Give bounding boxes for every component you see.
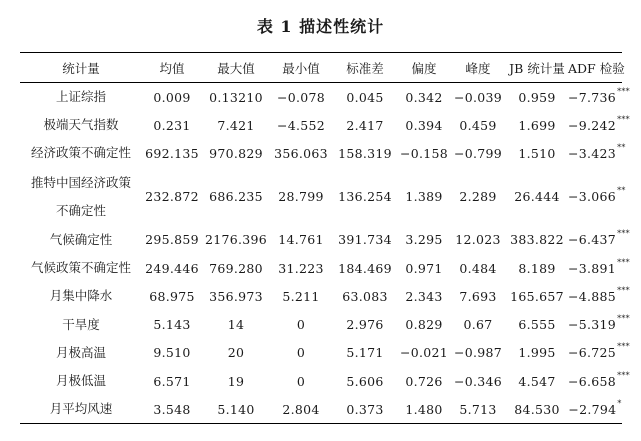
column-header: 最大值 [217, 60, 255, 76]
max-cell: 2176.396 [204, 232, 268, 248]
min-cell: 2.804 [282, 401, 320, 417]
variable-name-cell [20, 83, 142, 112]
skew-cell: 3.295 [405, 232, 443, 248]
kurt-cell: −0.799 [453, 145, 503, 161]
table-caption: 表 1 描述性统计 [256, 17, 385, 36]
jb-cell: 0.959 [518, 89, 556, 105]
std-cell: 2.976 [346, 317, 384, 333]
mean-cell: 0.231 [153, 117, 191, 133]
variable-name-line: 气候政策不确定性 [30, 260, 131, 276]
max-cell: 769.280 [209, 260, 263, 276]
jb-cell: 165.657 [510, 288, 564, 304]
variable-name-line: 月极高温 [55, 344, 106, 360]
descriptive-statistics-table [20, 52, 630, 424]
variable-name-cell [20, 111, 142, 139]
table-row [20, 282, 622, 310]
mean-cell: 295.859 [145, 232, 199, 248]
variable-name-line: 气候确定性 [49, 231, 113, 247]
adf-cell [568, 226, 630, 254]
variable-name-cell [20, 310, 142, 338]
std-cell: 63.083 [342, 288, 388, 304]
jb-cell: 6.555 [518, 317, 556, 333]
table-row [20, 83, 622, 112]
mean-cell: 0.009 [153, 89, 191, 105]
adf-cell [568, 83, 630, 112]
mean-cell: 6.571 [153, 373, 191, 389]
column-header: JB 统计量 [509, 60, 565, 76]
jb-cell: 4.547 [518, 373, 556, 389]
max-cell: 7.421 [217, 117, 255, 133]
std-cell: 158.319 [338, 145, 392, 161]
table-body [20, 83, 630, 424]
min-cell: −0.078 [276, 89, 326, 105]
skew-cell: 0.971 [405, 260, 443, 276]
kurt-cell: 12.023 [455, 232, 501, 248]
kurt-cell: 0.459 [459, 117, 497, 133]
adf-cell [568, 395, 622, 424]
adf-cell [568, 111, 630, 139]
column-header: ADF 检验 [568, 60, 625, 76]
table-row [20, 367, 622, 395]
significance-stars: ** [617, 186, 626, 196]
significance-stars: *** [617, 342, 630, 352]
adf-value: −6.725 [568, 345, 617, 361]
significance-stars: *** [617, 229, 630, 239]
kurt-cell: −0.039 [453, 89, 503, 105]
std-cell: 391.734 [338, 232, 392, 248]
adf-value: −6.658 [568, 373, 617, 389]
column-header: 最小值 [282, 60, 320, 76]
adf-cell [568, 339, 630, 367]
variable-name-cell [20, 168, 142, 226]
variable-name-line: 极端天气指数 [43, 117, 119, 133]
variable-name-line: 上证综指 [55, 89, 106, 104]
adf-value: −2.794 [568, 401, 617, 417]
skew-cell: −0.158 [399, 145, 449, 161]
significance-stars: * [617, 398, 622, 408]
variable-name-line: 月极低温 [55, 373, 106, 389]
table-row [20, 111, 622, 139]
variable-name-line: 干旱度 [62, 316, 100, 332]
mean-cell: 249.446 [145, 260, 199, 276]
significance-stars: *** [617, 370, 630, 380]
table-row [20, 310, 622, 338]
jb-cell: 26.444 [514, 189, 560, 205]
max-cell: 970.829 [209, 145, 263, 161]
jb-cell: 1.699 [518, 117, 556, 133]
skew-cell: 1.389 [405, 189, 443, 205]
column-header: 偏度 [411, 60, 437, 76]
variable-name-line: 经济政策不确定性 [30, 145, 131, 161]
std-cell: 2.417 [346, 117, 384, 133]
skew-cell: 0.342 [405, 89, 443, 105]
std-cell: 0.045 [346, 89, 384, 105]
jb-cell: 84.530 [514, 401, 560, 417]
variable-name-cell [20, 339, 142, 367]
variable-name-cell [20, 254, 142, 282]
max-cell: 686.235 [209, 189, 263, 205]
adf-cell [568, 310, 630, 338]
jb-cell: 1.995 [518, 345, 556, 361]
adf-value: −3.066 [568, 189, 617, 205]
adf-cell [568, 168, 626, 226]
table-row [20, 254, 622, 282]
variable-name-line: 推特中国经济政策 [30, 174, 131, 190]
column-header: 峰度 [465, 60, 491, 76]
max-cell: 5.140 [217, 401, 255, 417]
jb-cell: 383.822 [510, 232, 564, 248]
max-cell: 19 [227, 373, 245, 389]
variable-name-line: 不确定性 [55, 202, 106, 218]
kurt-cell: −0.987 [453, 345, 503, 361]
mean-cell: 9.510 [153, 345, 191, 361]
kurt-cell: −0.346 [453, 373, 503, 389]
std-cell: 5.606 [346, 373, 384, 389]
mean-cell: 692.135 [145, 145, 199, 161]
max-cell: 20 [227, 345, 245, 361]
mean-cell: 232.872 [145, 189, 199, 205]
adf-cell [568, 367, 630, 395]
min-cell: 5.211 [282, 288, 320, 304]
mean-cell: 5.143 [153, 317, 191, 333]
adf-value: −4.885 [568, 288, 617, 304]
kurt-cell: 5.713 [459, 401, 497, 417]
adf-value: −7.736 [568, 89, 617, 105]
significance-stars: *** [617, 285, 630, 295]
min-cell: 28.799 [278, 189, 324, 205]
adf-cell [568, 254, 630, 282]
max-cell: 356.973 [209, 288, 263, 304]
variable-name-cell [20, 367, 142, 395]
adf-value: −3.891 [568, 260, 617, 276]
skew-cell: 2.343 [405, 288, 443, 304]
kurt-cell: 2.289 [459, 189, 497, 205]
min-cell: 31.223 [278, 260, 324, 276]
adf-value: −5.319 [568, 317, 617, 333]
skew-cell: 0.829 [405, 317, 443, 333]
significance-stars: ** [617, 142, 626, 152]
skew-cell: −0.021 [399, 345, 449, 361]
std-cell: 136.254 [338, 189, 392, 205]
min-cell: −4.552 [276, 117, 326, 133]
significance-stars: *** [617, 314, 630, 324]
column-header: 均值 [159, 60, 185, 76]
skew-cell: 0.394 [405, 117, 443, 133]
kurt-cell: 7.693 [459, 288, 497, 304]
std-cell: 0.373 [346, 401, 384, 417]
variable-name-cell [20, 139, 142, 167]
jb-cell: 1.510 [518, 145, 556, 161]
jb-cell: 8.189 [518, 260, 556, 276]
significance-stars: *** [617, 114, 630, 124]
variable-name-cell [20, 395, 142, 424]
max-cell: 0.13210 [209, 89, 263, 105]
variable-name-cell [20, 282, 142, 310]
min-cell: 14.761 [278, 232, 324, 248]
mean-cell: 68.975 [149, 288, 195, 304]
max-cell: 14 [227, 317, 245, 333]
mean-cell: 3.548 [153, 401, 191, 417]
table-row [20, 339, 622, 367]
adf-cell [568, 139, 626, 167]
significance-stars: *** [617, 86, 630, 96]
column-header: 标准差 [346, 60, 384, 76]
min-cell: 356.063 [274, 145, 328, 161]
variable-name-cell [20, 226, 142, 254]
adf-value: −3.423 [568, 145, 617, 161]
kurt-cell: 0.484 [459, 260, 497, 276]
skew-cell: 1.480 [405, 401, 443, 417]
min-cell: 0 [296, 373, 306, 389]
table-row [20, 395, 622, 424]
min-cell: 0 [296, 345, 306, 361]
adf-value: −9.242 [568, 117, 617, 133]
std-cell: 184.469 [338, 260, 392, 276]
kurt-cell: 0.67 [463, 317, 493, 333]
min-cell: 0 [296, 317, 306, 333]
adf-cell [568, 282, 630, 310]
adf-value: −6.437 [568, 232, 617, 248]
table-row [20, 139, 622, 167]
table-row [20, 168, 622, 226]
variable-name-line: 月集中降水 [49, 288, 113, 304]
skew-cell: 0.726 [405, 373, 443, 389]
column-header: 统计量 [62, 60, 100, 76]
header-row [20, 53, 622, 83]
variable-name-line: 月平均风速 [49, 401, 113, 417]
significance-stars: *** [617, 257, 630, 267]
std-cell: 5.171 [346, 345, 384, 361]
table-row [20, 226, 622, 254]
